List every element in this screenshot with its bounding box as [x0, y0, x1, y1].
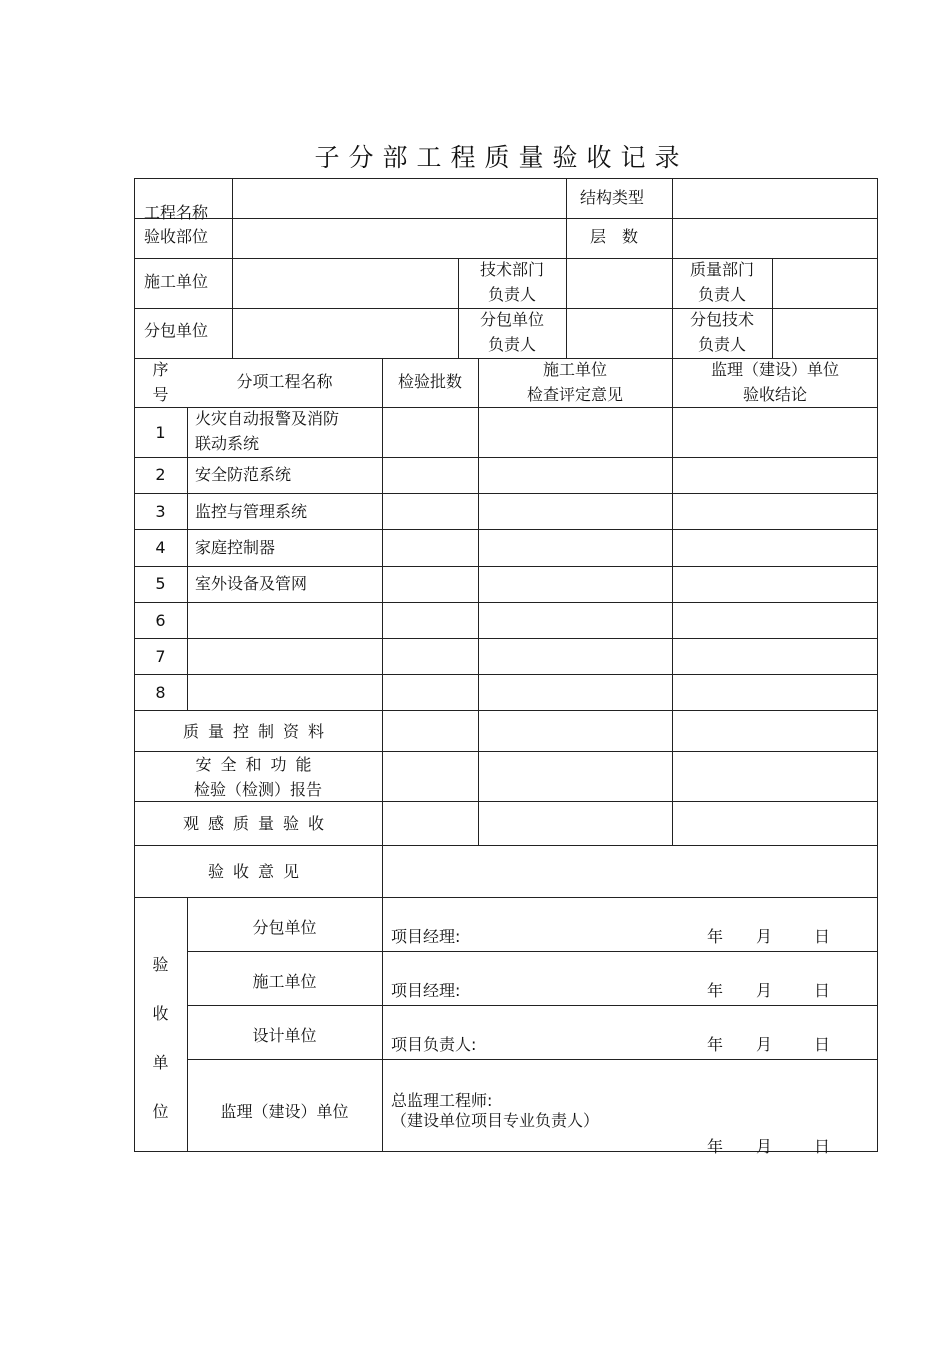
acceptance-record-table [134, 178, 878, 1156]
item-name-column-header: 分项工程名称 [236, 372, 333, 391]
row-line [187, 1059, 878, 1060]
table-border-right [877, 178, 878, 1152]
col-line [672, 358, 673, 846]
date-year: 年 [707, 1137, 724, 1156]
date-day: 日 [814, 1035, 831, 1054]
item-no: 8 [155, 683, 166, 702]
row-line [134, 710, 878, 711]
project-name-label: 工程名称 [144, 203, 209, 222]
date-day: 日 [814, 1137, 831, 1156]
quality-dept-head-label: 质量部门 负责人 [689, 260, 754, 304]
signer-label: 项目经理: [391, 981, 461, 1000]
row-line [134, 674, 878, 675]
row-line [134, 493, 878, 494]
row-line [187, 1005, 878, 1006]
subcontractor-head-label: 分包单位 负责人 [479, 310, 544, 354]
date-day: 日 [814, 981, 831, 1000]
acceptance-unit-side-label: 验 收 单 位 [152, 955, 169, 1121]
acceptance-part-label: 验收部位 [144, 227, 209, 246]
date-month: 月 [756, 927, 773, 946]
construction-unit-label: 施工单位 [144, 272, 209, 291]
structure-type-label: 结构类型 [580, 188, 645, 207]
item-name: 火灾自动报警及消防 联动系统 [195, 409, 340, 453]
date-day: 日 [814, 927, 831, 946]
row-line [134, 529, 878, 530]
acceptance-opinion-label: 验收意见 [207, 862, 308, 881]
item-no: 6 [155, 611, 166, 630]
page-title: 子分部工程质量验收记录 [314, 143, 689, 172]
item-name: 家庭控制器 [195, 538, 276, 557]
item-no: 5 [155, 574, 166, 593]
col-line [382, 358, 383, 1152]
row-line [134, 602, 878, 603]
unit-name: 设计单位 [252, 1026, 317, 1045]
col-line [232, 178, 233, 358]
item-no: 7 [155, 647, 166, 666]
date-year: 年 [707, 1035, 724, 1054]
row-line [187, 951, 878, 952]
col-line [187, 407, 188, 711]
row-line [134, 638, 878, 639]
appearance-quality-label: 观感质量验收 [182, 814, 333, 833]
seq-column-header: 序 号 [152, 360, 169, 404]
col-line [478, 358, 479, 846]
floors-label: 层 数 [590, 227, 639, 246]
tech-dept-head-label: 技术部门 负责人 [479, 260, 544, 304]
item-no: 1 [155, 423, 166, 442]
col-line [566, 178, 567, 258]
row-line [134, 218, 878, 219]
safety-function-report-label: 安全和功能 检验（检测）报告 [193, 755, 322, 799]
construction-opinion-column-header: 施工单位 检查评定意见 [526, 360, 623, 404]
col-line [772, 258, 773, 358]
signer-label: 总监理工程师: （建设单位项目专业负责人） [391, 1091, 600, 1130]
unit-name: 分包单位 [252, 918, 317, 937]
item-no: 3 [155, 502, 166, 521]
item-name: 室外设备及管网 [195, 574, 308, 593]
signer-label: 项目负责人: [391, 1035, 477, 1054]
supervision-conclusion-column-header: 监理（建设）单位 验收结论 [710, 360, 839, 404]
subcontractor-tech-head-label: 分包技术 负责人 [689, 310, 754, 354]
date-year: 年 [707, 927, 724, 946]
date-month: 月 [756, 981, 773, 1000]
unit-name: 监理（建设）单位 [220, 1102, 349, 1121]
quality-control-docs-label: 质量控制资料 [182, 722, 333, 741]
item-name: 安全防范系统 [195, 465, 292, 484]
row-line [134, 457, 878, 458]
row-line [134, 566, 878, 567]
batch-count-column-header: 检验批数 [397, 372, 462, 391]
date-month: 月 [756, 1137, 773, 1156]
subcontractor-label: 分包单位 [144, 321, 209, 340]
item-no: 4 [155, 538, 166, 557]
col-line [566, 258, 567, 358]
unit-name: 施工单位 [252, 972, 317, 991]
row-line [134, 897, 878, 898]
signer-label: 项目经理: [391, 927, 461, 946]
item-no: 2 [155, 465, 166, 484]
item-name: 监控与管理系统 [195, 502, 308, 521]
date-month: 月 [756, 1035, 773, 1054]
date-year: 年 [707, 981, 724, 1000]
table-border-top [134, 178, 878, 179]
row-line [134, 845, 878, 846]
